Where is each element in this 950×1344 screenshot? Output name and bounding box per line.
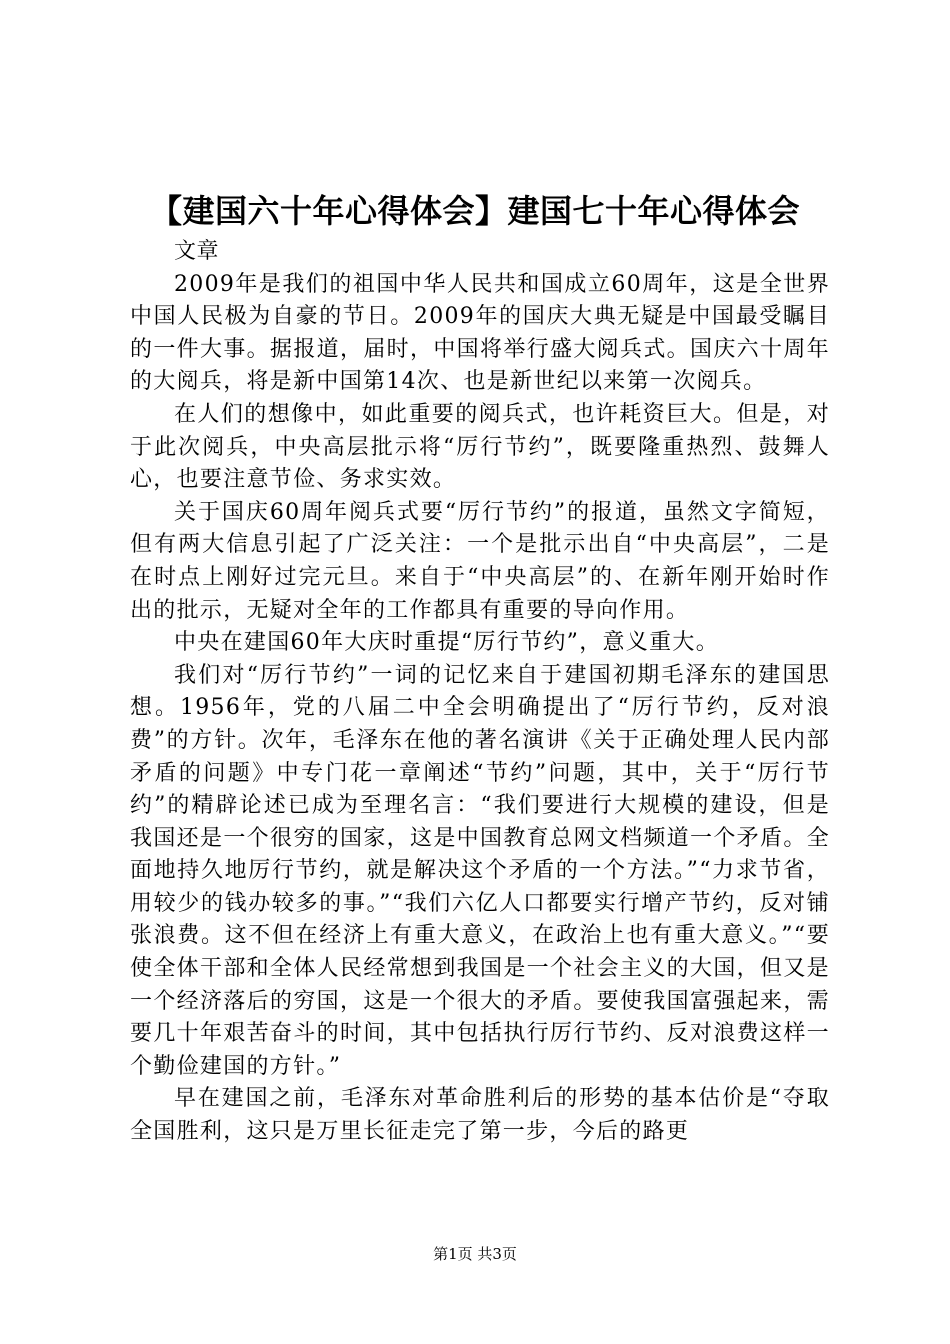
article-body [130,236,830,1149]
paragraph-6: 早在建国之前，毛泽东对革命胜利后的形势的基本估价是“夺取全国胜利，这只是万里长征走完了第一步，今后的路更 [130,1086,830,1145]
paragraph-3: 关于国庆60周年阅兵式要“厉行节约”的报道，虽然文字简短，但有两大信息引起了广泛关注：一个是批示出自“中央高层”，二是在时点上刚好过完元旦。来自于“中央高层”的、在新年刚开始时作出的批示，无疑对全年的工作都具有重要的导向作用。 [130,499,830,623]
article-label: 文章 [174,239,220,264]
paragraph-4: 中央在建国60年大庆时重提“厉行节约”，意义重大。 [174,630,719,656]
page-footer: 第1页 共3页 [433,1245,517,1263]
paragraph-5: 我们对“厉行节约”一词的记忆来自于建国初期毛泽东的建国思想。1956年，党的八届二中全会明确提出了“厉行节约，反对浪费”的方针。次年，毛泽东在他的著名演讲《关于正确处理人民内部矛盾的问题》中专门花一章阐述“节约”问题，其中，关于“厉行节约”的精辟论述已成为至理名言：“我们要进行大规模的建设，但是我国还是一个很穷的国家，这是中国教育总网文档频道一个矛盾。全面地持久地厉行节约，就是解决这个矛盾的一个方法。”“力求节省，用较少的钱办较多的事。”“我们六亿人口都要实行增产节约，反对铺张浪费。这不但在经济上有重大意义，在政治上也有重大意义。”“要使全体干部和全体人民经常想到我国是一个社会主义的大国，但又是一个经济落后的穷国，这是一个很大的矛盾。要使我国富强起来，需要几十年艰苦奋斗的时间，其中包括执行厉行节约、反对浪费这样一个勤俭建国的方针。” [130,662,830,1079]
page-title: 【建国六十年心得体会】建国七十年心得体会 [149,192,800,230]
paragraph-2: 在人们的想像中，如此重要的阅兵式，也许耗资巨大。但是，对于此次阅兵，中央高层批示将“厉行节约”，既要隆重热烈、鼓舞人心，也要注意节俭、务求实效。 [130,401,830,493]
paragraph-1: 2009年是我们的祖国中华人民共和国成立60周年，这是全世界中国人民极为自豪的节日。2009年的国庆大典无疑是中国最受瞩目的一件大事。据报道，届时，中国将举行盛大阅兵式。国庆六十周年的大阅兵，将是新中国第14次、也是新世纪以来第一次阅兵。 [130,271,830,395]
